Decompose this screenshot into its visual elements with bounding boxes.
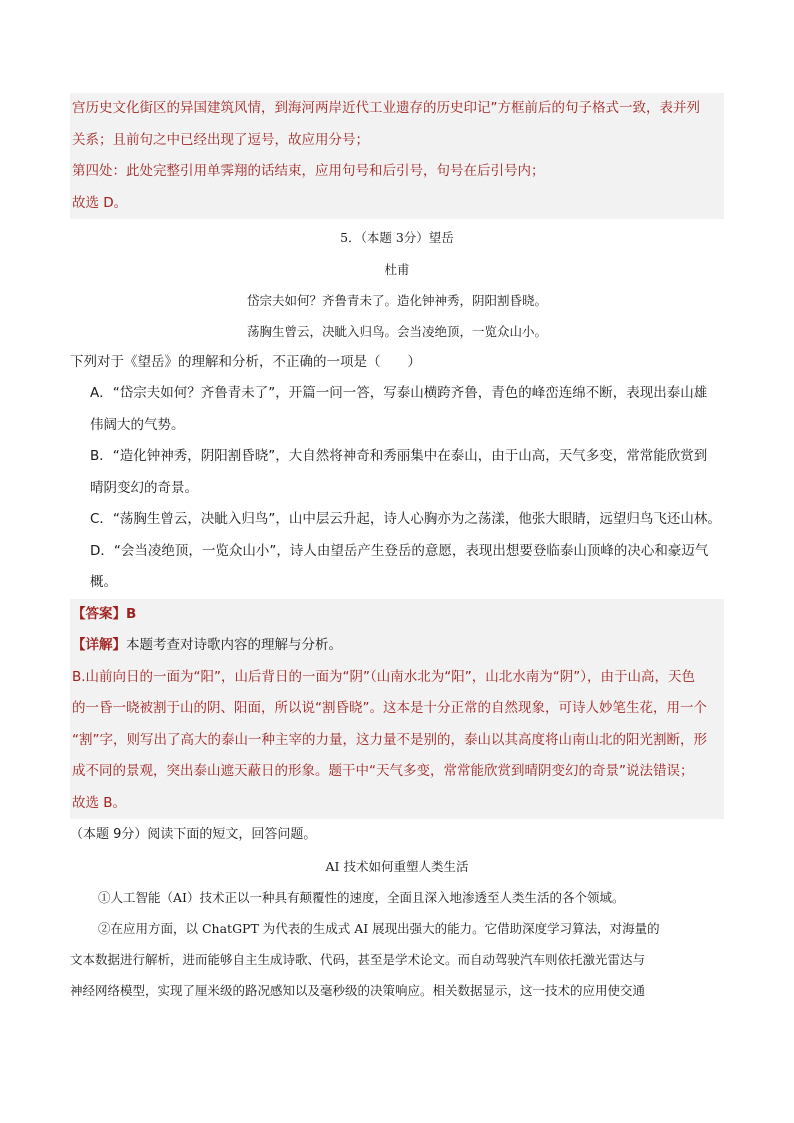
option-d-continued: 概。 — [90, 574, 117, 590]
explanation-line: 关系；且前句之中已经出现了逗号，故应用分号； — [72, 131, 369, 148]
answer-value: B — [126, 605, 137, 622]
answer-label: 【答案】 — [72, 605, 126, 622]
question-5-title: 5．（本题 3分）望岳 — [340, 230, 454, 245]
article-paragraph-2-line: 神经网络模型，实现了厘米级的路况感知以及毫秒级的决策响应。相关数据显示，这一技术的应用使交通 — [70, 982, 646, 998]
explanation-conclusion: 故选 D。 — [72, 194, 128, 211]
article-paragraph-2: ②在应用方面，以 ChatGPT 为代表的生成式 AI 展现出强大的能力。它借助深度学习算法，对海量的 — [98, 920, 660, 936]
detail-label: 【详解】 — [72, 637, 126, 653]
option-d: D．“会当凌绝顶，一览众山小”，诗人由望岳产生登岳的意愿，表现出想要登临泰山顶峰的决心和豪迈气 — [90, 542, 709, 559]
article-title: AI 技术如何重塑人类生活 — [325, 858, 469, 874]
article-paragraph-2-line: 文本数据进行解析，进而能够自主生成诗歌、代码，甚至是学术论文。而自动驾驶汽车则依托激光雷达与 — [70, 951, 646, 967]
option-a: A．“岱宗夫如何？齐鲁青未了”，开篇一问一答，写泰山横跨齐鲁，青色的峰峦连绵不断，表现出泰山雄 — [90, 385, 708, 401]
detail-text: 本题考查对诗歌内容的理解与分析。 — [126, 637, 342, 653]
option-a-continued: 伟阔大的气势。 — [90, 416, 185, 433]
poem-line: 荡胸生曾云，决眦入归鸟。会当凌绝顶，一览众山小。 — [246, 323, 547, 339]
option-c: C．“荡胸生曾云，决眦入归鸟”，山中层云升起，诗人心胸亦为之荡漾，他张大眼睛，远望归鸟飞还山林。 — [90, 511, 721, 527]
poem-line: 岱宗夫如何？齐鲁青未了。造化钟神秀，阴阳割昏晓。 — [246, 292, 547, 308]
answer-detail-block — [70, 599, 724, 820]
option-b-continued: 晴阴变幻的奇景。 — [90, 479, 198, 496]
question-6-stem: （本题 9分）阅读下面的短文，回答问题。 — [70, 827, 317, 842]
poem-author: 杜甫 — [384, 261, 410, 277]
article-paragraph-1: ①人工智能（AI）技术正以一种具有颠覆性的速度，全面且深入地渗透至人类生活的各个领域。 — [98, 889, 625, 905]
detail-line: 成不同的景观，突出泰山遮天蔽日的形象。题干中“天气多变，常常能欣赏到晴阴变幻的奇景”说法错误； — [72, 763, 694, 779]
detail-line: B.山前向日的一面为“阳”，山后背日的一面为“阴”（山南水北为“阳”，山北水南为“阴”），由于山高，天色 — [72, 668, 696, 685]
detail-line: 的一昏一晓被割于山的阴、阳面，所以说“割昏晓”。这本是十分正常的自然现象，可诗人妙笔生花，用一个 — [72, 700, 707, 716]
question-5-stem: 下列对于《望岳》的理解和分析，不正确的一项是（ ） — [70, 353, 421, 370]
explanation-line: 宫历史文化街区的异国建筑风情，到海河两岸近代工业遗存的历史印记”方框前后的句子格式一致，表并列 — [72, 100, 700, 116]
detail-line: “割”字，则写出了高大的泰山一种主宰的力量，这力量不是别的，泰山以其高度将山南山北的阳光割断，形 — [72, 731, 707, 748]
option-b: B．“造化钟神秀，阴阳割昏晓”，大自然将神奇和秀丽集中在泰山，由于山高，天气多变，常常能欣赏到 — [90, 448, 708, 464]
previous-explanation-block — [70, 93, 724, 219]
explanation-line: 第四处：此处完整引用单霁翔的话结束，应用句号和后引号，句号在后引号内； — [72, 163, 545, 179]
detail-conclusion: 故选 B。 — [72, 794, 127, 811]
page-content — [70, 93, 724, 1006]
